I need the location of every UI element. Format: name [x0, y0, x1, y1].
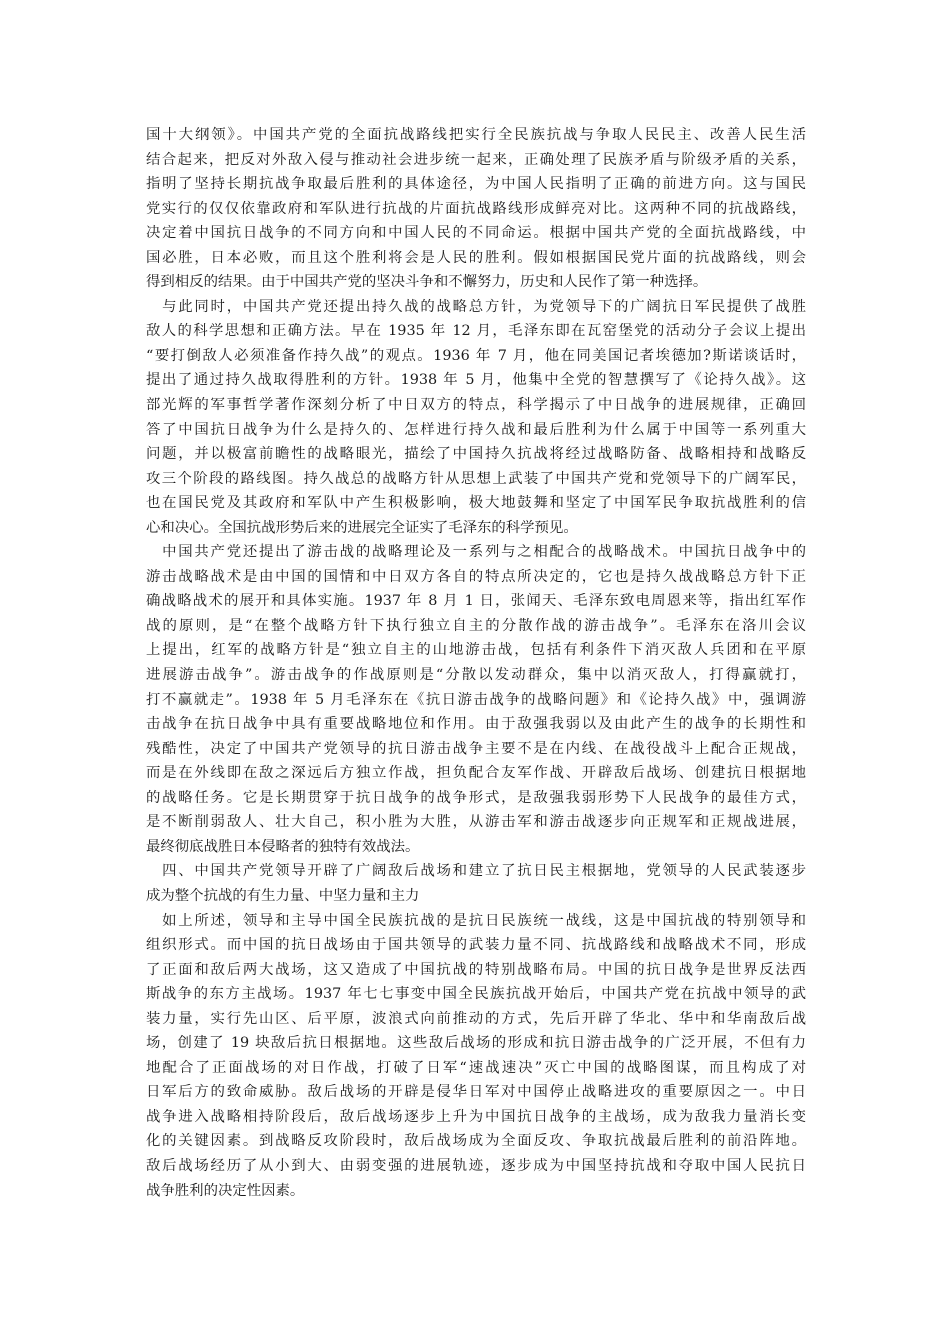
text-line: 打不赢就走”。1938 年 5 月毛泽东在《抗日游击战争的战略问题》和《论持久战》中，强调游 — [146, 691, 806, 708]
text-line: 国十大纲领》。中国共产党的全面抗战路线把实行全民族抗战与争取人民民主、改善人民生活 — [146, 127, 806, 143]
text-line: 部光辉的军事哲学著作深刻分析了中日双方的特点，科学揭示了中日战争的进展规律，正确回 — [146, 397, 806, 414]
paragraph — [146, 540, 806, 859]
paragraph — [146, 295, 806, 540]
text-line: 战争进入战略相持阶段后，敌后战场逐步上升为中国抗日战争的主战场，成为敌我力量消长变 — [146, 1108, 806, 1125]
text-line: 敌人的科学思想和正确方法。早在 1935 年 12 月，毛泽东即在瓦窑堡党的活动分子会议上提出 — [146, 323, 806, 340]
text-line: 中国共产党还提出了游击战的战略理论及一系列与之相配合的战略战术。中国抗日战争中的 — [146, 544, 806, 561]
text-line: 上提出，红军的战略方针是“独立自主的山地游击战，包括有利条件下消灭敌人兵团和在平原 — [146, 642, 806, 659]
text-line: 组织形式。而中国的抗日战场由于国共领导的武装力量不同、抗战路线和战略战术不同，形成 — [146, 937, 806, 954]
text-line: 提出了通过持久战取得胜利的方针。1938 年 5 月，他集中全党的智慧撰写了《论持久战》。这 — [146, 372, 806, 389]
text-line: 得到相反的结果。由于中国共产党的坚决斗争和不懈努力，历史和人民作了第一种选择。 — [146, 274, 708, 291]
text-line: 最终彻底战胜日本侵略者的独特有效战法。 — [146, 838, 420, 855]
text-line: 化的关键因素。到战略反攻阶段时，敌后战场成为全面反攻、争取抗战最后胜利的前沿阵地。 — [146, 1133, 806, 1150]
text-line: 的战略任务。它是长期贯穿于抗日战争的战争形式，是敌强我弱形势下人民战争的最佳方式， — [146, 789, 806, 806]
text-line: 地配合了正面战场的对日作战，打破了日军“速战速决”灭亡中国的战略图谋，而且构成了对 — [146, 1059, 806, 1076]
text-line: 答了中国抗日战争为什么是持久的、怎样进行持久战和最后胜利为什么属于中国等一系列重大 — [146, 421, 806, 438]
paragraph — [146, 859, 806, 908]
text-line: 击战争在抗日战争中具有重要战略地位和作用。由于敌强我弱以及由此产生的战争的长期性和 — [146, 716, 806, 733]
text-line: 结合起来，把反对外敌入侵与推动社会进步统一起来，正确处理了民族矛盾与阶级矛盾的关系， — [146, 151, 806, 168]
text-line: 残酷性，决定了中国共产党领导的抗日游击战争主要不是在内线、在战役战斗上配合正规战， — [146, 740, 806, 757]
text-line: “要打倒敌人必须准备作持久战”的观点。1936 年 7 月，他在同美国记者埃德加?斯诺谈话时， — [146, 347, 806, 364]
text-line: 如上所述，领导和主导中国全民族抗战的是抗日民族统一战线，这是中国抗战的特别领导和 — [146, 912, 806, 929]
text-line: 四、中国共产党领导开辟了广阔敌后战场和建立了抗日民主根据地，党领导的人民武装逐步 — [146, 863, 806, 880]
text-line: 敌后战场经历了从小到大、由弱变强的进展轨迹，逐步成为中国坚持抗战和夺取中国人民抗日 — [146, 1157, 806, 1174]
text-line: 装力量，实行先山区、后平原，波浪式向前推动的方式，先后开辟了华北、华中和华南敌后战 — [146, 1010, 806, 1027]
text-line: 了正面和敌后两大战场，这又造成了中国抗战的特别战略布局。中国的抗日战争是世界反法西 — [146, 961, 806, 978]
text-line: 指明了坚持长期抗战争取最后胜利的具体途径，为中国人民指明了正确的前进方向。这与国民 — [146, 176, 806, 193]
text-line: 是不断削弱敌人、壮大自己，积小胜为大胜，从游击军和游击战逐步向正规军和正规战进展， — [146, 814, 806, 831]
text-line: 党实行的仅仅依靠政府和军队进行抗战的片面抗战路线形成鲜亮对比。这两种不同的抗战路线， — [146, 200, 806, 217]
text-line: 战争胜利的决定性因素。 — [146, 1182, 305, 1199]
text-line: 决定着中国抗日战争的不同方向和中国人民的不同命运。根据中国共产党的全面抗战路线，中 — [146, 225, 806, 242]
text-line: 也在国民党及其政府和军队中产生积极影响，极大地鼓舞和坚定了中国军民争取抗战胜利的信 — [146, 495, 806, 512]
text-line: 日军后方的致命威胁。敌后战场的开辟是侵华日军对中国停止战略进攻的重要原因之一。中日 — [146, 1084, 806, 1101]
text-line: 场，创建了 19 块敌后抗日根据地。这些敌后战场的形成和抗日游击战争的广泛开展，不但有力 — [146, 1035, 806, 1052]
text-line: 确战略战术的展开和具体实施。1937 年 8 月 1 日，张闻天、毛泽东致电周恩来等，指出红军作 — [146, 593, 806, 610]
text-line: 攻三个阶段的路线图。持久战总的战略方针从思想上武装了中国共产党和党领导下的广阔军民， — [146, 470, 806, 487]
paragraph — [146, 909, 806, 1204]
paragraph — [146, 123, 806, 295]
text-line: 成为整个抗战的有生力量、中坚力量和主力 — [146, 887, 420, 904]
text-line: 与此同时，中国共产党还提出持久战的战略总方针，为党领导下的广阔抗日军民提供了战胜 — [146, 298, 806, 315]
body-text — [146, 123, 806, 1203]
text-line: 斯战争的东方主战场。1937 年七七事变中国全民族抗战开始后，中国共产党在抗战中领导的武 — [146, 986, 806, 1003]
text-line: 战的原则，是“在整个战略方针下执行独立自主的分散作战的游击战争”。毛泽东在洛川会议 — [146, 617, 806, 634]
text-line: 游击战略战术是由中国的国情和中日双方各自的特点所决定的，它也是持久战战略总方针下正 — [146, 568, 806, 585]
text-line: 问题，并以极富前瞻性的战略眼光，描绘了中国持久抗战将经过战略防备、战略相持和战略反 — [146, 446, 806, 463]
text-line: 而是在外线即在敌之深远后方独立作战，担负配合友军作战、开辟敌后战场、创建抗日根据地 — [146, 765, 806, 782]
text-line: 进展游击战争”。游击战争的作战原则是“分散以发动群众，集中以消灭敌人，打得赢就打， — [146, 667, 806, 684]
text-line: 国必胜，日本必败，而且这个胜利将会是人民的胜利。假如根据国民党片面的抗战路线，则会 — [146, 249, 806, 266]
text-line: 心和决心。全国抗战形势后来的进展完全证实了毛泽东的科学预见。 — [146, 519, 578, 536]
